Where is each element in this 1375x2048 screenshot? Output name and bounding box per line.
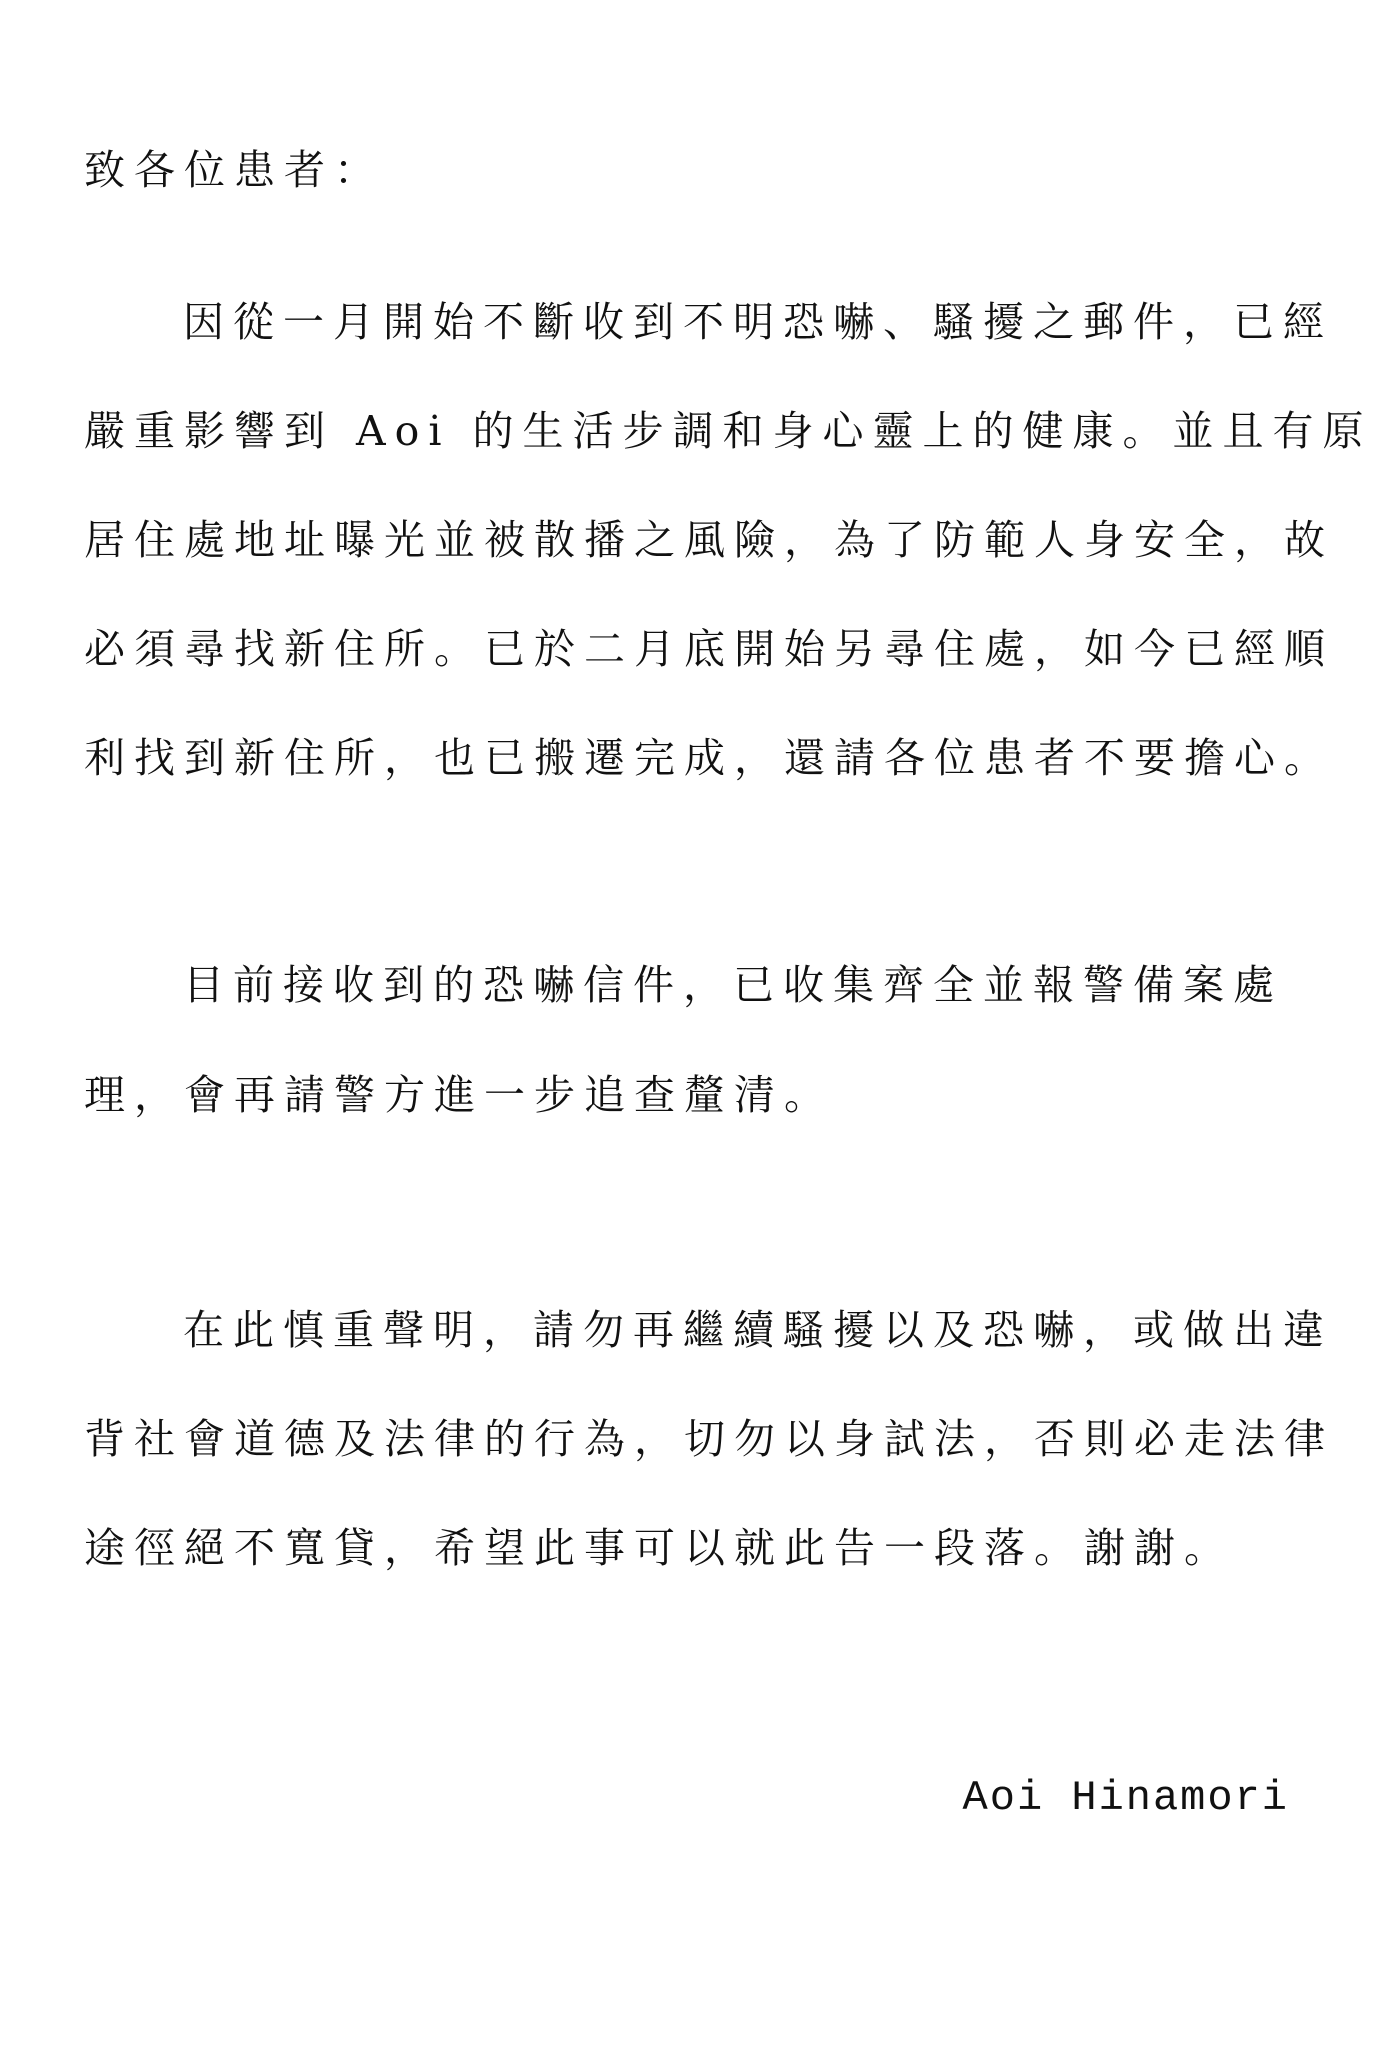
paragraph-line: 因從一月開始不斷收到不明恐嚇、騷擾之郵件，已經 [183, 298, 1333, 346]
salutation: 致各位患者： [84, 146, 384, 194]
paragraph-line: 在此慎重聲明，請勿再繼續騷擾以及恐嚇，或做出違 [183, 1306, 1333, 1354]
paragraph-line: 途徑絕不寬貸，希望此事可以就此告一段落。謝謝。 [84, 1524, 1234, 1572]
paragraph-line: 目前接收到的恐嚇信件，已收集齊全並報警備案處 [183, 961, 1283, 1009]
paragraph-line: 居住處地址曝光並被散播之風險，為了防範人身安全，故 [84, 516, 1334, 564]
paragraph-line: 背社會道德及法律的行為，切勿以身試法，否則必走法律 [84, 1415, 1334, 1463]
paragraph-line: 利找到新住所，也已搬遷完成，還請各位患者不要擔心。 [84, 734, 1334, 782]
paragraph-line: 必須尋找新住所。已於二月底開始另尋住處，如今已經順 [84, 625, 1334, 673]
paragraph-line: 理，會再請警方進一步追查釐清。 [84, 1071, 834, 1119]
signature: Aoi Hinamori [962, 1774, 1289, 1822]
paragraph-line: 嚴重影響到 Aoi 的生活步調和身心靈上的健康。並且有原 [84, 407, 1373, 455]
